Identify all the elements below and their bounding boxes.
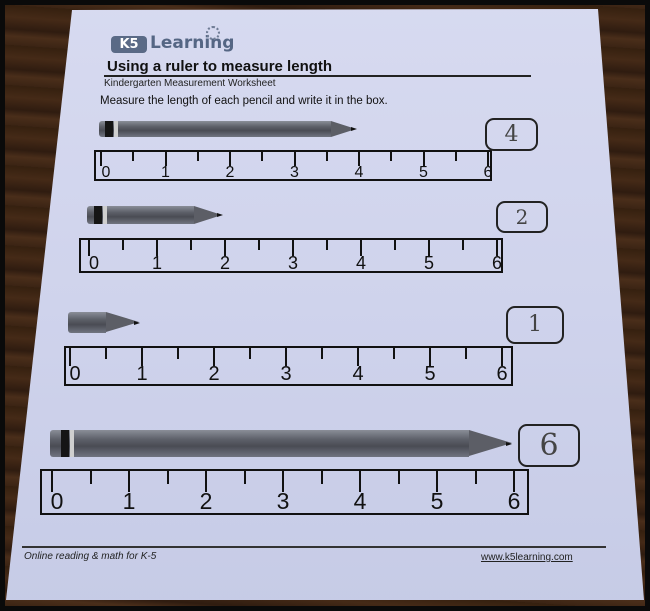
ruler-minor-tick xyxy=(122,240,124,250)
footer-tagline: Online reading & math for K-5 xyxy=(24,551,157,562)
ruler-number-label: 3 xyxy=(280,363,292,386)
ruler-minor-tick xyxy=(321,348,323,359)
ruler-number-label: 0 xyxy=(101,163,111,181)
ruler-minor-tick xyxy=(167,471,169,484)
ruler-number-label: 6 xyxy=(496,363,508,386)
ruler-number-label: 5 xyxy=(419,163,428,181)
handwritten-answer: 1 xyxy=(528,312,542,337)
ruler-minor-tick xyxy=(326,152,328,161)
ruler-minor-tick xyxy=(261,152,263,161)
pencil-ferrule-band xyxy=(94,206,102,224)
ruler-number-label: 0 xyxy=(88,253,100,274)
pencil-lead xyxy=(217,213,223,217)
answer-box[interactable] xyxy=(506,306,564,344)
ruler-number-label: 4 xyxy=(354,163,364,181)
answer-box[interactable] xyxy=(518,424,580,467)
ruler xyxy=(64,346,513,386)
ruler-minor-tick xyxy=(465,348,467,359)
title-divider xyxy=(104,75,531,77)
pencil-ferrule-band xyxy=(103,206,107,224)
footer-website-link[interactable]: www.k5learning.com xyxy=(481,552,573,563)
ruler-number-label: 6 xyxy=(483,163,493,181)
ruler-minor-tick xyxy=(394,240,396,250)
ruler-number-label: 0 xyxy=(69,363,81,386)
answer-box[interactable] xyxy=(485,118,538,151)
footer-divider xyxy=(22,546,606,548)
ruler-minor-tick xyxy=(455,152,457,161)
ruler-number-label: 5 xyxy=(423,253,435,274)
ruler-number-label: 3 xyxy=(276,488,290,515)
ruler-number-label: 2 xyxy=(208,363,220,386)
ruler-number-label: 1 xyxy=(151,253,163,274)
ruler-number-label: 4 xyxy=(355,253,367,274)
ruler-number-label: 5 xyxy=(430,488,444,515)
ruler-number-label: 0 xyxy=(50,488,64,515)
ruler-minor-tick xyxy=(244,471,246,484)
handwritten-answer: 6 xyxy=(539,428,559,463)
pencil-ferrule-band xyxy=(61,430,69,457)
answer-box[interactable] xyxy=(496,201,548,233)
pencil-body xyxy=(99,121,331,137)
ruler-minor-tick xyxy=(132,152,134,161)
pencil-lead xyxy=(134,321,140,325)
ruler-number-label: 3 xyxy=(290,163,299,181)
pencil-body xyxy=(50,430,469,457)
instructions-text: Measure the length of each pencil and write it in the box. xyxy=(100,95,388,107)
pencil-body xyxy=(68,312,106,333)
k5-logo-mark: K5 xyxy=(111,36,147,53)
k5-logo-word: Learning xyxy=(150,33,235,53)
ruler-number-label: 2 xyxy=(225,163,235,181)
ruler-number-label: 3 xyxy=(287,253,299,274)
ruler-number-label: 2 xyxy=(199,488,213,515)
ruler-minor-tick xyxy=(105,348,107,359)
pencil-ferrule-band xyxy=(105,121,113,137)
pencil-ferrule-band xyxy=(70,430,74,457)
ruler-minor-tick xyxy=(390,152,392,161)
pencil-lead xyxy=(351,127,357,131)
worksheet-subtitle: Kindergarten Measurement Worksheet xyxy=(104,78,276,89)
ruler-number-label: 4 xyxy=(352,363,364,386)
pencil-lead xyxy=(506,442,512,446)
ruler-minor-tick xyxy=(177,348,179,359)
handwritten-answer: 4 xyxy=(504,122,519,147)
ruler-number-label: 1 xyxy=(122,488,136,515)
ruler-minor-tick xyxy=(197,152,199,161)
ruler-number-label: 1 xyxy=(161,163,170,181)
ruler-number-label: 4 xyxy=(353,488,367,515)
ruler-minor-tick xyxy=(326,240,328,250)
pencil-illustration xyxy=(87,206,223,224)
ruler-number-label: 6 xyxy=(491,253,503,274)
ruler-minor-tick xyxy=(462,240,464,250)
pencil-illustration xyxy=(99,121,357,137)
ruler xyxy=(94,150,492,181)
pencil-illustration xyxy=(50,430,512,457)
ruler-minor-tick xyxy=(393,348,395,359)
ruler-minor-tick xyxy=(90,471,92,484)
ruler xyxy=(79,238,503,273)
ruler-minor-tick xyxy=(258,240,260,250)
ruler xyxy=(40,469,529,515)
ruler-number-label: 1 xyxy=(136,363,148,386)
ruler-number-label: 6 xyxy=(507,488,521,515)
pencil-illustration xyxy=(68,312,140,333)
logo-sun-icon xyxy=(206,26,220,40)
ruler-minor-tick xyxy=(249,348,251,359)
ruler-minor-tick xyxy=(321,471,323,484)
ruler-number-label: 5 xyxy=(424,363,436,386)
ruler-number-label: 2 xyxy=(219,253,231,274)
pencil-ferrule-band xyxy=(114,121,118,137)
worksheet-title: Using a ruler to measure length xyxy=(107,58,333,75)
ruler-minor-tick xyxy=(475,471,477,484)
ruler-minor-tick xyxy=(190,240,192,250)
handwritten-answer: 2 xyxy=(515,205,529,229)
ruler-minor-tick xyxy=(398,471,400,484)
